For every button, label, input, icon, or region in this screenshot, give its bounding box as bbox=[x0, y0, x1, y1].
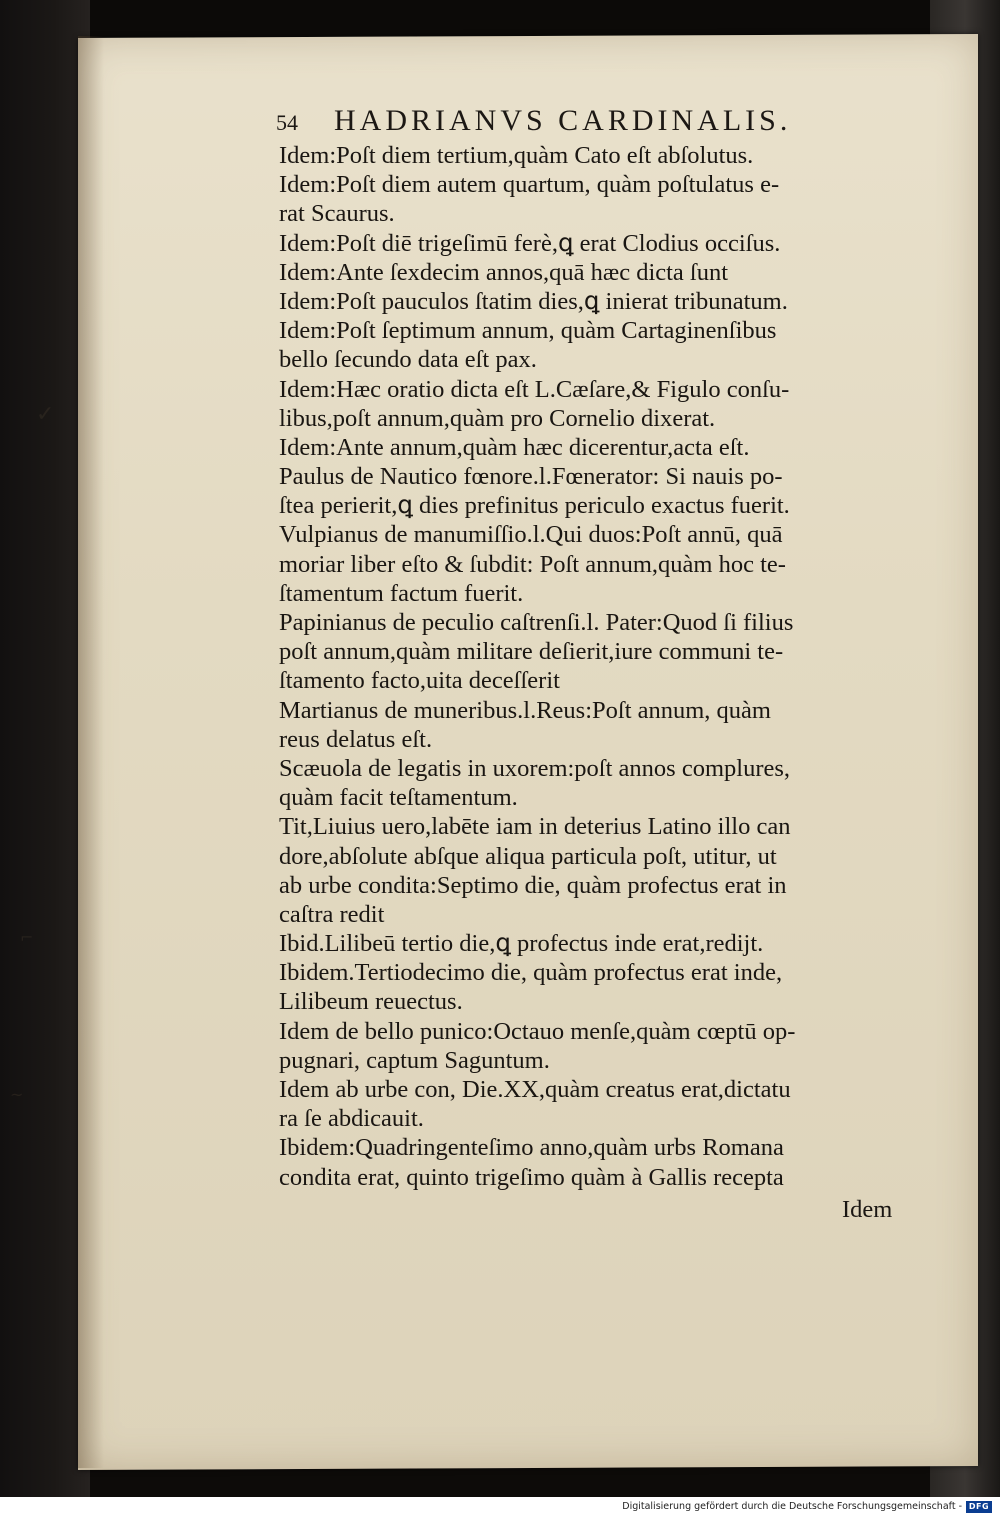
text-line: Ibid.Lilibeū tertio die,ꝗ profectus inde erat,redijt. bbox=[279, 930, 764, 958]
digitization-credit: Digitalisierung gefördert durch die Deutsche Forschungsgemeinschaft - bbox=[622, 1501, 962, 1512]
text-line: libus,poſt annum,quàm pro Cornelio dixerat. bbox=[279, 404, 716, 432]
text-line: Idem:Poſt ſeptimum annum, quàm Cartaginenſibus bbox=[279, 317, 777, 345]
text-line: Martianus de muneribus.l.Reus:Poſt annum, quàm bbox=[279, 696, 771, 724]
catchword: Idem bbox=[842, 1196, 893, 1223]
text-line: ſtamentum factum fuerit. bbox=[279, 579, 524, 607]
margin-ink-mark: ⌐ bbox=[20, 928, 34, 947]
book-cover-left bbox=[0, 0, 90, 1497]
text-line: Idem ab urbe con, Die.XX,quàm creatus erat,dictatu bbox=[279, 1076, 791, 1103]
text-line: reus delatus eſt. bbox=[279, 725, 433, 753]
text-line: poſt annum,quàm militare deſierit,iure communi te- bbox=[279, 638, 784, 666]
body-text bbox=[279, 141, 919, 1192]
text-line: Ibidem.Tertiodecimo die, quàm profectus erat inde, bbox=[279, 959, 783, 987]
text-line: quàm facit teſtamentum. bbox=[279, 784, 518, 812]
text-line: dore,abſolute abſque aliqua particula poſt, utitur, ut bbox=[279, 842, 777, 870]
text-line: Idem:Ante annum,quàm hæc dicerentur,acta eſt. bbox=[279, 433, 750, 461]
margin-ink-mark: ✓ bbox=[36, 402, 55, 427]
text-line: Idem:Ante ſexdecim annos,quā hæc dicta ſunt bbox=[279, 258, 729, 286]
text-line: Vulpianus de manumiſſio.l.Qui duos:Poſt annū, quā bbox=[279, 521, 783, 549]
dfg-logo: DFG bbox=[966, 1501, 992, 1513]
text-line: Tit,Liuius uero,labēte iam in deterius Latino illo can bbox=[279, 813, 791, 841]
text-line: Papinianus de peculio caſtrenſi.l. Pater:Quod ſi filius bbox=[279, 609, 794, 636]
page-gutter-shadow bbox=[78, 36, 104, 1468]
text-line: Ibidem:Quadringenteſimo anno,quàm urbs Romana bbox=[279, 1134, 784, 1162]
text-line: Scæuola de legatis in uxorem:poſt annos complures, bbox=[279, 754, 791, 782]
text-line: rat Scaurus. bbox=[279, 200, 395, 228]
running-title: HADRIANVS CARDINALIS. bbox=[334, 104, 792, 137]
text-line: ſtea perierit,ꝗ dies prefinitus periculo exactus fuerit. bbox=[279, 492, 790, 520]
text-line: Idem:Hæc oratio dicta eſt L.Cæſare,& Figulo conſu- bbox=[279, 375, 790, 403]
text-line: ab urbe condita:Septimo die, quàm profectus erat in bbox=[279, 871, 787, 899]
text-line: Lilibeum reuectus. bbox=[279, 988, 463, 1016]
text-line: Idem de bello punico:Octauo menſe,quàm cœptū op- bbox=[279, 1017, 796, 1045]
text-line: condita erat, quinto trigeſimo quàm à Gallis recepta bbox=[279, 1163, 784, 1191]
text-line: bello ſecundo data eſt pax. bbox=[279, 346, 537, 374]
text-line: Idem:Poſt diem tertium,quàm Cato eſt abſolutus. bbox=[279, 142, 754, 169]
text-line: moriar liber eſto & ſubdit: Poſt annum,quàm hoc te- bbox=[279, 550, 786, 578]
page-number: 54 bbox=[276, 110, 298, 135]
text-line: Idem:Poſt pauculos ſtatim dies,ꝗ inierat tribunatum. bbox=[279, 287, 788, 315]
running-head bbox=[276, 104, 866, 144]
margin-ink-mark: ~ bbox=[10, 1085, 24, 1104]
text-line: Paulus de Nautico fœnore.l.Fœnerator: Si nauis po- bbox=[279, 463, 783, 491]
text-line: pugnari, captum Saguntum. bbox=[279, 1046, 550, 1074]
text-line: caſtra redit bbox=[279, 900, 385, 928]
text-line: ſtamento facto,uita deceſſerit bbox=[279, 667, 560, 695]
text-line: Idem:Poſt diem autem quartum, quàm poſtulatus e- bbox=[279, 171, 780, 199]
text-line: ra ſe abdicauit. bbox=[279, 1105, 424, 1133]
text-line: Idem:Poſt diē trigeſimū ferè,ꝗ erat Clodius occiſus. bbox=[279, 229, 781, 257]
